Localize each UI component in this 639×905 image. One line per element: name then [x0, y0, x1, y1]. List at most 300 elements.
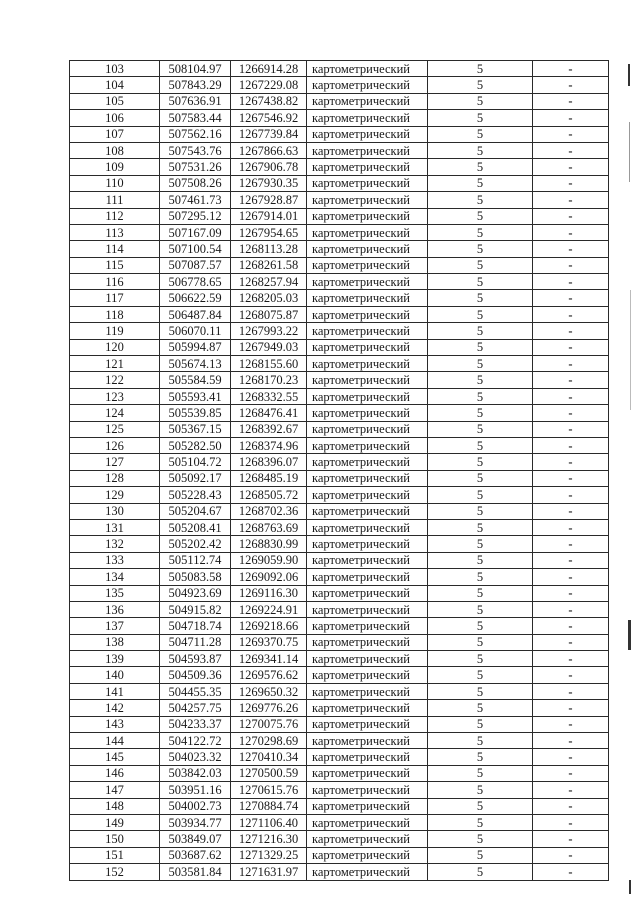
method-cell: картометрический: [307, 175, 428, 191]
accuracy-cell: 5: [428, 503, 533, 519]
point-number-cell: 138: [70, 634, 160, 650]
method-cell: картометрический: [307, 356, 428, 372]
accuracy-cell: 5: [428, 241, 533, 257]
y-coordinate-cell: 1267993.22: [231, 323, 307, 339]
method-cell: картометрический: [307, 814, 428, 830]
method-cell: картометрический: [307, 274, 428, 290]
method-cell: картометрический: [307, 257, 428, 273]
method-cell: картометрический: [307, 667, 428, 683]
point-number-cell: 130: [70, 503, 160, 519]
point-number-cell: 118: [70, 306, 160, 322]
point-number-cell: 116: [70, 274, 160, 290]
table-row: [70, 552, 609, 568]
y-coordinate-cell: 1268170.23: [231, 372, 307, 388]
accuracy-cell: 5: [428, 323, 533, 339]
method-cell: картометрический: [307, 651, 428, 667]
table-row: [70, 159, 609, 175]
point-number-cell: 134: [70, 569, 160, 585]
method-cell: картометрический: [307, 241, 428, 257]
table-row: [70, 306, 609, 322]
description-cell: -: [533, 290, 609, 306]
method-cell: картометрический: [307, 437, 428, 453]
x-coordinate-cell: 505083.58: [160, 569, 231, 585]
method-cell: картометрический: [307, 224, 428, 240]
x-coordinate-cell: 505202.42: [160, 536, 231, 552]
x-coordinate-cell: 504711.28: [160, 634, 231, 650]
x-coordinate-cell: 504455.35: [160, 683, 231, 699]
y-coordinate-cell: 1267866.63: [231, 142, 307, 158]
y-coordinate-cell: 1270500.59: [231, 765, 307, 781]
point-number-cell: 117: [70, 290, 160, 306]
method-cell: картометрический: [307, 716, 428, 732]
table-row: [70, 847, 609, 863]
accuracy-cell: 5: [428, 519, 533, 535]
accuracy-cell: 5: [428, 683, 533, 699]
table-row: [70, 798, 609, 814]
method-cell: картометрический: [307, 847, 428, 863]
accuracy-cell: 5: [428, 487, 533, 503]
description-cell: -: [533, 847, 609, 863]
description-cell: -: [533, 519, 609, 535]
table-row: [70, 454, 609, 470]
y-coordinate-cell: 1268257.94: [231, 274, 307, 290]
accuracy-cell: 5: [428, 306, 533, 322]
point-number-cell: 122: [70, 372, 160, 388]
y-coordinate-cell: 1269576.62: [231, 667, 307, 683]
point-number-cell: 106: [70, 110, 160, 126]
accuracy-cell: 5: [428, 437, 533, 453]
scan-edge-mark: [629, 880, 631, 894]
method-cell: картометрический: [307, 552, 428, 568]
accuracy-cell: 5: [428, 601, 533, 617]
accuracy-cell: 5: [428, 339, 533, 355]
description-cell: -: [533, 224, 609, 240]
x-coordinate-cell: 503849.07: [160, 831, 231, 847]
description-cell: -: [533, 274, 609, 290]
accuracy-cell: 5: [428, 585, 533, 601]
x-coordinate-cell: 507562.16: [160, 126, 231, 142]
x-coordinate-cell: 505204.67: [160, 503, 231, 519]
point-number-cell: 103: [70, 61, 160, 77]
accuracy-cell: 5: [428, 716, 533, 732]
table-row: [70, 142, 609, 158]
table-row: [70, 667, 609, 683]
point-number-cell: 109: [70, 159, 160, 175]
y-coordinate-cell: 1270075.76: [231, 716, 307, 732]
description-cell: -: [533, 585, 609, 601]
y-coordinate-cell: 1268702.36: [231, 503, 307, 519]
x-coordinate-cell: 504718.74: [160, 618, 231, 634]
method-cell: картометрический: [307, 306, 428, 322]
point-number-cell: 144: [70, 733, 160, 749]
description-cell: -: [533, 356, 609, 372]
description-cell: -: [533, 536, 609, 552]
accuracy-cell: 5: [428, 651, 533, 667]
point-number-cell: 135: [70, 585, 160, 601]
y-coordinate-cell: 1267928.87: [231, 192, 307, 208]
y-coordinate-cell: 1269650.32: [231, 683, 307, 699]
method-cell: картометрический: [307, 519, 428, 535]
y-coordinate-cell: 1268763.69: [231, 519, 307, 535]
point-number-cell: 132: [70, 536, 160, 552]
point-number-cell: 126: [70, 437, 160, 453]
point-number-cell: 140: [70, 667, 160, 683]
y-coordinate-cell: 1268075.87: [231, 306, 307, 322]
x-coordinate-cell: 505208.41: [160, 519, 231, 535]
description-cell: -: [533, 126, 609, 142]
x-coordinate-cell: 504122.72: [160, 733, 231, 749]
y-coordinate-cell: 1267930.35: [231, 175, 307, 191]
description-cell: -: [533, 700, 609, 716]
table-row: [70, 503, 609, 519]
scan-edge-mark: [629, 122, 630, 182]
table-row: [70, 290, 609, 306]
method-cell: картометрический: [307, 683, 428, 699]
table-row: [70, 208, 609, 224]
scan-edge-mark: [630, 290, 631, 410]
y-coordinate-cell: 1269059.90: [231, 552, 307, 568]
description-cell: -: [533, 814, 609, 830]
y-coordinate-cell: 1267949.03: [231, 339, 307, 355]
y-coordinate-cell: 1269116.30: [231, 585, 307, 601]
description-cell: -: [533, 323, 609, 339]
accuracy-cell: 5: [428, 142, 533, 158]
accuracy-cell: 5: [428, 831, 533, 847]
coordinates-table-body: [70, 61, 609, 881]
x-coordinate-cell: 507636.91: [160, 93, 231, 109]
point-number-cell: 121: [70, 356, 160, 372]
x-coordinate-cell: 507100.54: [160, 241, 231, 257]
accuracy-cell: 5: [428, 372, 533, 388]
table-row: [70, 323, 609, 339]
point-number-cell: 115: [70, 257, 160, 273]
accuracy-cell: 5: [428, 536, 533, 552]
x-coordinate-cell: 507531.26: [160, 159, 231, 175]
method-cell: картометрический: [307, 142, 428, 158]
scan-edge-mark: [628, 620, 631, 650]
table-row: [70, 421, 609, 437]
point-number-cell: 113: [70, 224, 160, 240]
description-cell: -: [533, 454, 609, 470]
y-coordinate-cell: 1269341.14: [231, 651, 307, 667]
description-cell: -: [533, 831, 609, 847]
accuracy-cell: 5: [428, 814, 533, 830]
description-cell: -: [533, 601, 609, 617]
accuracy-cell: 5: [428, 552, 533, 568]
x-coordinate-cell: 507508.26: [160, 175, 231, 191]
y-coordinate-cell: 1268396.07: [231, 454, 307, 470]
method-cell: картометрический: [307, 323, 428, 339]
description-cell: -: [533, 192, 609, 208]
description-cell: -: [533, 405, 609, 421]
description-cell: -: [533, 142, 609, 158]
x-coordinate-cell: 503687.62: [160, 847, 231, 863]
point-number-cell: 123: [70, 388, 160, 404]
point-number-cell: 143: [70, 716, 160, 732]
method-cell: картометрический: [307, 733, 428, 749]
method-cell: картометрический: [307, 503, 428, 519]
method-cell: картометрический: [307, 388, 428, 404]
table-row: [70, 782, 609, 798]
table-row: [70, 274, 609, 290]
table-row: [70, 536, 609, 552]
y-coordinate-cell: 1268830.99: [231, 536, 307, 552]
table-row: [70, 356, 609, 372]
y-coordinate-cell: 1267906.78: [231, 159, 307, 175]
point-number-cell: 146: [70, 765, 160, 781]
table-row: [70, 175, 609, 191]
x-coordinate-cell: 507295.12: [160, 208, 231, 224]
x-coordinate-cell: 508104.97: [160, 61, 231, 77]
point-number-cell: 152: [70, 864, 160, 880]
x-coordinate-cell: 505584.59: [160, 372, 231, 388]
y-coordinate-cell: 1271216.30: [231, 831, 307, 847]
point-number-cell: 111: [70, 192, 160, 208]
table-row: [70, 339, 609, 355]
y-coordinate-cell: 1269218.66: [231, 618, 307, 634]
table-row: [70, 372, 609, 388]
table-row: [70, 634, 609, 650]
table-row: [70, 405, 609, 421]
description-cell: -: [533, 487, 609, 503]
y-coordinate-cell: 1268392.67: [231, 421, 307, 437]
x-coordinate-cell: 505539.85: [160, 405, 231, 421]
table-row: [70, 733, 609, 749]
x-coordinate-cell: 504257.75: [160, 700, 231, 716]
x-coordinate-cell: 505112.74: [160, 552, 231, 568]
accuracy-cell: 5: [428, 356, 533, 372]
point-number-cell: 137: [70, 618, 160, 634]
description-cell: -: [533, 159, 609, 175]
accuracy-cell: 5: [428, 159, 533, 175]
description-cell: -: [533, 257, 609, 273]
accuracy-cell: 5: [428, 847, 533, 863]
x-coordinate-cell: 504002.73: [160, 798, 231, 814]
point-number-cell: 149: [70, 814, 160, 830]
x-coordinate-cell: 503842.03: [160, 765, 231, 781]
accuracy-cell: 5: [428, 405, 533, 421]
x-coordinate-cell: 505228.43: [160, 487, 231, 503]
y-coordinate-cell: 1270298.69: [231, 733, 307, 749]
accuracy-cell: 5: [428, 290, 533, 306]
point-number-cell: 127: [70, 454, 160, 470]
method-cell: картометрический: [307, 372, 428, 388]
point-number-cell: 151: [70, 847, 160, 863]
x-coordinate-cell: 506070.11: [160, 323, 231, 339]
x-coordinate-cell: 507543.76: [160, 142, 231, 158]
point-number-cell: 150: [70, 831, 160, 847]
point-number-cell: 124: [70, 405, 160, 421]
accuracy-cell: 5: [428, 618, 533, 634]
description-cell: -: [533, 306, 609, 322]
accuracy-cell: 5: [428, 569, 533, 585]
description-cell: -: [533, 175, 609, 191]
x-coordinate-cell: 504593.87: [160, 651, 231, 667]
y-coordinate-cell: 1270615.76: [231, 782, 307, 798]
point-number-cell: 105: [70, 93, 160, 109]
method-cell: картометрический: [307, 339, 428, 355]
y-coordinate-cell: 1267739.84: [231, 126, 307, 142]
description-cell: -: [533, 61, 609, 77]
x-coordinate-cell: 503934.77: [160, 814, 231, 830]
point-number-cell: 141: [70, 683, 160, 699]
method-cell: картометрический: [307, 192, 428, 208]
coordinates-table: [69, 60, 609, 881]
y-coordinate-cell: 1268261.58: [231, 257, 307, 273]
description-cell: -: [533, 716, 609, 732]
point-number-cell: 148: [70, 798, 160, 814]
table-row: [70, 61, 609, 77]
table-row: [70, 241, 609, 257]
method-cell: картометрический: [307, 634, 428, 650]
point-number-cell: 142: [70, 700, 160, 716]
description-cell: -: [533, 552, 609, 568]
y-coordinate-cell: 1268332.55: [231, 388, 307, 404]
method-cell: картометрический: [307, 618, 428, 634]
accuracy-cell: 5: [428, 208, 533, 224]
point-number-cell: 129: [70, 487, 160, 503]
description-cell: -: [533, 733, 609, 749]
description-cell: -: [533, 503, 609, 519]
accuracy-cell: 5: [428, 257, 533, 273]
x-coordinate-cell: 505674.13: [160, 356, 231, 372]
description-cell: -: [533, 208, 609, 224]
x-coordinate-cell: 504233.37: [160, 716, 231, 732]
method-cell: картометрический: [307, 536, 428, 552]
table-row: [70, 601, 609, 617]
point-number-cell: 120: [70, 339, 160, 355]
table-row: [70, 388, 609, 404]
y-coordinate-cell: 1266914.28: [231, 61, 307, 77]
accuracy-cell: 5: [428, 192, 533, 208]
x-coordinate-cell: 505994.87: [160, 339, 231, 355]
x-coordinate-cell: 507583.44: [160, 110, 231, 126]
x-coordinate-cell: 504509.36: [160, 667, 231, 683]
y-coordinate-cell: 1268113.28: [231, 241, 307, 257]
table-row: [70, 77, 609, 93]
y-coordinate-cell: 1269370.75: [231, 634, 307, 650]
table-row: [70, 814, 609, 830]
y-coordinate-cell: 1268374.96: [231, 437, 307, 453]
method-cell: картометрический: [307, 77, 428, 93]
method-cell: картометрический: [307, 93, 428, 109]
point-number-cell: 131: [70, 519, 160, 535]
x-coordinate-cell: 505104.72: [160, 454, 231, 470]
y-coordinate-cell: 1268485.19: [231, 470, 307, 486]
table-row: [70, 569, 609, 585]
accuracy-cell: 5: [428, 274, 533, 290]
table-row: [70, 224, 609, 240]
accuracy-cell: 5: [428, 175, 533, 191]
table-row: [70, 831, 609, 847]
table-row: [70, 487, 609, 503]
description-cell: -: [533, 241, 609, 257]
method-cell: картометрический: [307, 864, 428, 880]
accuracy-cell: 5: [428, 110, 533, 126]
x-coordinate-cell: 505367.15: [160, 421, 231, 437]
description-cell: -: [533, 470, 609, 486]
x-coordinate-cell: 506778.65: [160, 274, 231, 290]
accuracy-cell: 5: [428, 782, 533, 798]
y-coordinate-cell: 1268476.41: [231, 405, 307, 421]
description-cell: -: [533, 798, 609, 814]
table-row: [70, 437, 609, 453]
point-number-cell: 133: [70, 552, 160, 568]
y-coordinate-cell: 1267438.82: [231, 93, 307, 109]
accuracy-cell: 5: [428, 700, 533, 716]
y-coordinate-cell: 1269092.06: [231, 569, 307, 585]
method-cell: картометрический: [307, 601, 428, 617]
point-number-cell: 139: [70, 651, 160, 667]
point-number-cell: 112: [70, 208, 160, 224]
description-cell: -: [533, 749, 609, 765]
method-cell: картометрический: [307, 831, 428, 847]
x-coordinate-cell: 507461.73: [160, 192, 231, 208]
accuracy-cell: 5: [428, 470, 533, 486]
table-row: [70, 651, 609, 667]
x-coordinate-cell: 505282.50: [160, 437, 231, 453]
accuracy-cell: 5: [428, 224, 533, 240]
accuracy-cell: 5: [428, 634, 533, 650]
x-coordinate-cell: 506487.84: [160, 306, 231, 322]
y-coordinate-cell: 1269776.26: [231, 700, 307, 716]
y-coordinate-cell: 1271329.25: [231, 847, 307, 863]
y-coordinate-cell: 1267954.65: [231, 224, 307, 240]
table-row: [70, 700, 609, 716]
method-cell: картометрический: [307, 749, 428, 765]
description-cell: -: [533, 372, 609, 388]
method-cell: картометрический: [307, 569, 428, 585]
table-row: [70, 470, 609, 486]
accuracy-cell: 5: [428, 667, 533, 683]
scan-edge-mark: [628, 64, 630, 86]
accuracy-cell: 5: [428, 864, 533, 880]
table-row: [70, 519, 609, 535]
accuracy-cell: 5: [428, 126, 533, 142]
description-cell: -: [533, 339, 609, 355]
table-row: [70, 683, 609, 699]
accuracy-cell: 5: [428, 765, 533, 781]
y-coordinate-cell: 1269224.91: [231, 601, 307, 617]
point-number-cell: 125: [70, 421, 160, 437]
accuracy-cell: 5: [428, 798, 533, 814]
description-cell: -: [533, 864, 609, 880]
y-coordinate-cell: 1268155.60: [231, 356, 307, 372]
y-coordinate-cell: 1271631.97: [231, 864, 307, 880]
description-cell: -: [533, 765, 609, 781]
x-coordinate-cell: 505092.17: [160, 470, 231, 486]
table-row: [70, 192, 609, 208]
description-cell: -: [533, 634, 609, 650]
point-number-cell: 128: [70, 470, 160, 486]
method-cell: картометрический: [307, 405, 428, 421]
method-cell: картометрический: [307, 487, 428, 503]
method-cell: картометрический: [307, 700, 428, 716]
accuracy-cell: 5: [428, 77, 533, 93]
x-coordinate-cell: 505593.41: [160, 388, 231, 404]
description-cell: -: [533, 437, 609, 453]
description-cell: -: [533, 618, 609, 634]
method-cell: картометрический: [307, 798, 428, 814]
description-cell: -: [533, 667, 609, 683]
method-cell: картометрический: [307, 585, 428, 601]
point-number-cell: 147: [70, 782, 160, 798]
point-number-cell: 104: [70, 77, 160, 93]
x-coordinate-cell: 507087.57: [160, 257, 231, 273]
x-coordinate-cell: 507167.09: [160, 224, 231, 240]
x-coordinate-cell: 503581.84: [160, 864, 231, 880]
description-cell: -: [533, 782, 609, 798]
